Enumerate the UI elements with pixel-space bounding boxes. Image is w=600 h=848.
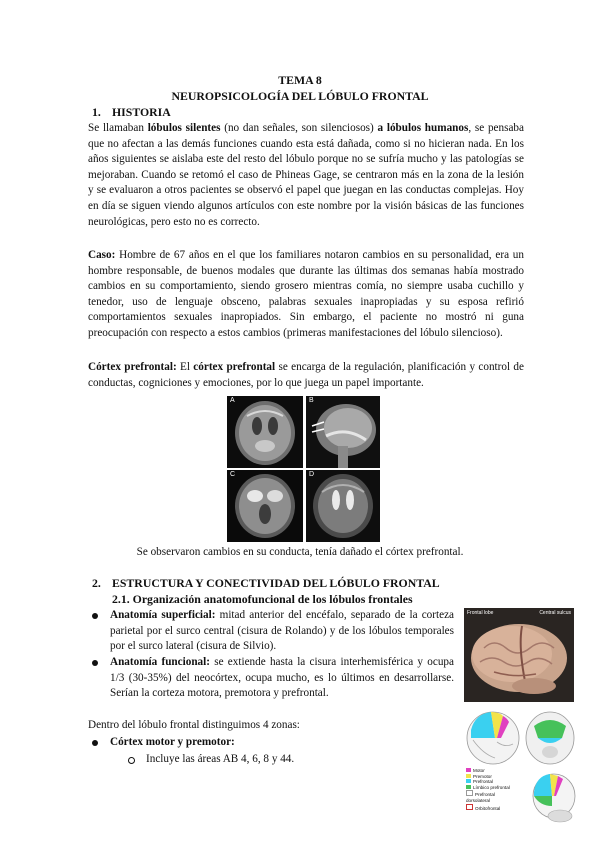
legend-premotor: Premotor <box>466 774 516 780</box>
legend-motor: Motor <box>466 768 516 774</box>
legend-swatch <box>466 804 473 810</box>
sub-bullet-areas: Incluye las áreas AB 4, 6, 8 y 44. <box>146 753 295 765</box>
document-title-line2: NEUROPSICOLOGÍA DEL LÓBULO FRONTAL <box>171 89 429 103</box>
legend-swatch <box>466 768 471 772</box>
brain-diagram-lateral <box>465 708 521 766</box>
legend-swatch <box>466 790 473 796</box>
section1-heading: HISTORIA <box>112 105 171 119</box>
legend-prefrontal: Prefrontal <box>466 779 516 785</box>
mri-panel-b <box>306 396 380 468</box>
mri-panel-c <box>227 470 303 542</box>
mri-panel-a <box>227 396 303 468</box>
section1-number: 1. <box>92 105 101 119</box>
mri-panel-d-label: D <box>309 471 315 478</box>
legend-swatch <box>466 774 471 778</box>
brain-photo-label-left: Frontal lobe <box>467 610 494 616</box>
brain-photo-label-right: Central sulcus <box>539 610 571 616</box>
bullet-dot <box>92 660 98 666</box>
document-title-line1: TEMA 8 <box>278 73 322 87</box>
brain-legend <box>466 768 516 811</box>
legend-extra2: Orbitofrontal <box>466 804 516 812</box>
legend-extra1: Prefrontal dorsolateral <box>466 792 495 803</box>
bullet-cortex-motor: Córtex motor y premotor: <box>110 736 235 748</box>
brain-diagram-medial <box>524 708 576 766</box>
history-paragraph: Se llamaban lóbulos silentes (no dan señales, son silenciosos) a lóbulos humanos, se pensaba que no afectan a las demás funciones cuando esta está dañada, como si no hicieran nada. En los años siguientes se aislaba este del resto del lóbulo porque no se sufría mucho y las patologías se mejoraban. Cuando se retomó el caso de Phineas Gage, se centraron más en la zona de la lesión y se evaluaron a otros pacientes se observó el papel que juegan en las conductas complejas. Hoy en día se siguen viendo algunos artículos con este nombre por la visión básicas de las funciones neurológicas, pero esto no es correcto. <box>88 122 524 228</box>
bullet-dot <box>92 613 98 619</box>
mri-panel-a-label: A <box>230 397 235 404</box>
mri-caption: Se observaron cambios en su conducta, tenía dañado el córtex prefrontal. <box>136 546 464 558</box>
legend-swatch <box>466 785 471 789</box>
mri-panel-c-label: C <box>230 471 236 478</box>
case-paragraph: Caso: Hombre de 67 años en el que los familiares notaron cambios en su personalidad, era un hombre responsable, de buenos modales que durante las últimas dos semanas había mostrado cambios en su comportamiento, siendo grosero mientras comía, no siempre usaba cuchillo y tenedor, uso de lenguaje obsceno, palabras sexuales inapropiadas y su esposa refirió comportamientos sexuales inapropiados. Sin embargo, el paciente no mostró ni guna preocupación con respecto a estos cambios (primeras manifestaciones del lóbulo silencioso). <box>88 249 524 339</box>
brain-diagram-colored <box>530 770 576 826</box>
prefrontal-paragraph: Córtex prefrontal: El córtex prefrontal se encarga de la regulación, planificación y control de conductas, cogniciones y emociones, por lo que juega un papel importante. <box>88 361 524 389</box>
zones-intro: Dentro del lóbulo frontal distinguimos 4 zonas: <box>88 719 300 731</box>
bullet-anatomia-superficial: Anatomía superficial: mitad anterior del encéfalo, separado de la corteza parietal por el surco central (cisura de Rolando) y de los lóbulos temporales por el surco lateral (cisura de Silvio). <box>110 609 454 653</box>
bullet-anatomia-funcional: Anatomía funcional: se extiende hasta la cisura interhemisférica y ocupa 1/3 (30-35%) del neocórtex, ocupa mucho, es lo últimos en desarrollarse. Serían la corteza motora, premotora y prefrontal. <box>110 656 454 700</box>
bullet-dot <box>92 740 98 746</box>
subsection-heading: 2.1. Organización anatomofuncional de los lóbulos frontales <box>112 592 413 606</box>
section2-heading: ESTRUCTURA Y CONECTIVIDAD DEL LÓBULO FRONTAL <box>112 576 440 590</box>
section2-number: 2. <box>92 576 101 590</box>
legend-limbic: Límbico prefrontal <box>466 785 516 791</box>
brain-photo <box>464 608 574 702</box>
sub-bullet-ring <box>128 757 135 764</box>
mri-panel-d <box>306 470 380 542</box>
legend-swatch <box>466 779 471 783</box>
mri-panel-b-label: B <box>309 397 314 404</box>
